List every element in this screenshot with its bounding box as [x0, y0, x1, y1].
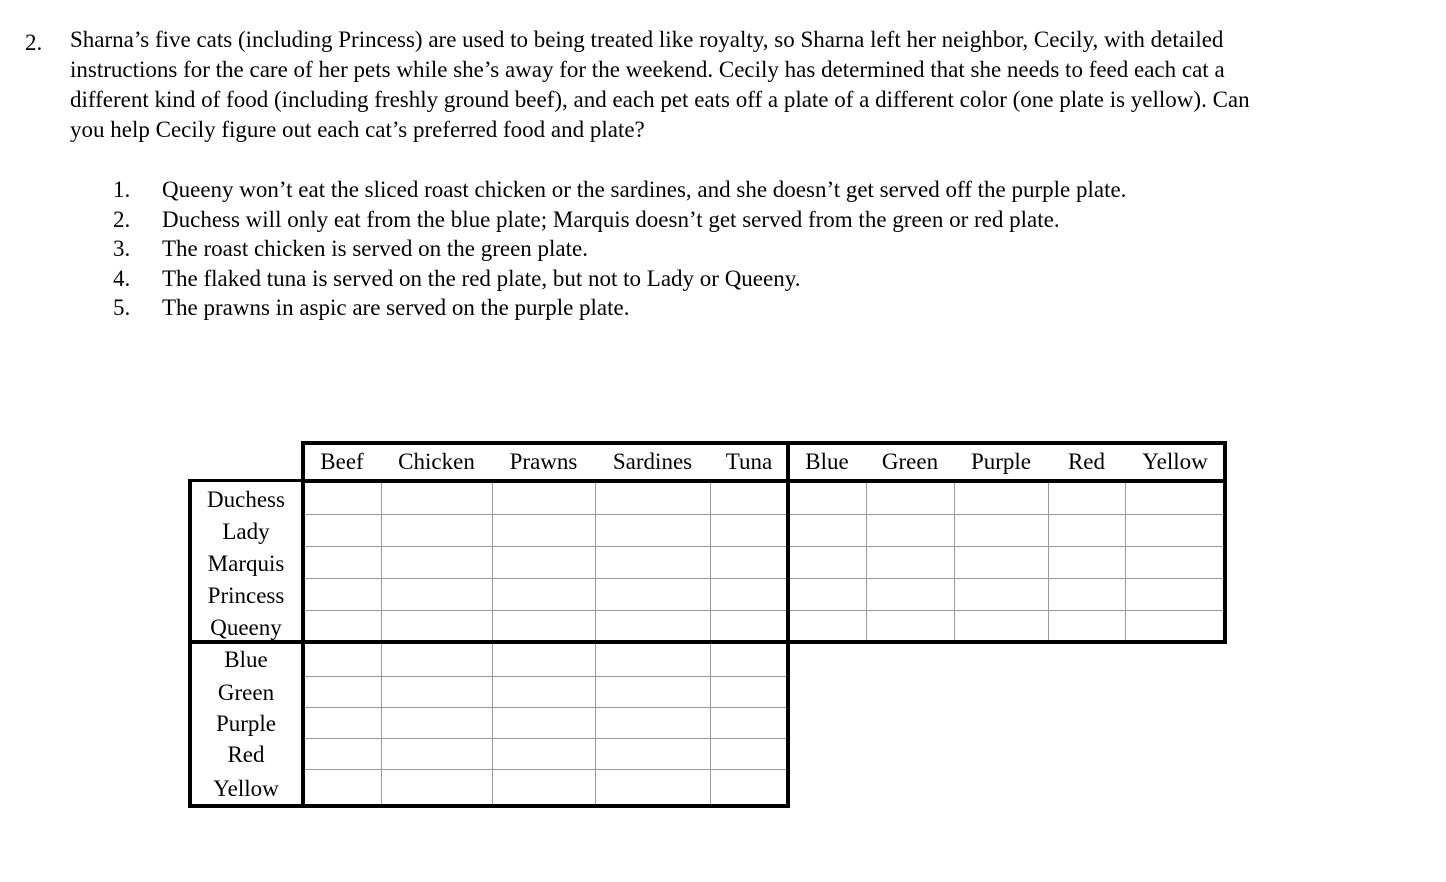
grid-cell[interactable] [710, 707, 789, 739]
grid-cell[interactable] [1125, 578, 1226, 611]
row-label-cat: Duchess [207, 487, 285, 512]
clue-number: 5. [113, 295, 131, 320]
problem-line: instructions for the care of her pets while she’s away for the weekend. Cecily has determined that she needs to feed each cat a [70, 57, 1225, 82]
column-header: Purple [970, 449, 1032, 474]
grid-cell[interactable] [303, 769, 382, 807]
grid-cell[interactable] [1048, 578, 1126, 611]
grid-cell[interactable] [492, 546, 596, 579]
column-header: Sardines [612, 449, 693, 474]
column-header: Beef [320, 449, 364, 474]
clue-text: The roast chicken is served on the green plate. [162, 236, 588, 261]
grid-cell[interactable] [710, 481, 789, 515]
grid-cell[interactable] [303, 514, 382, 547]
clue-text: The flaked tuna is served on the red plate, but not to Lady or Queeny. [162, 266, 801, 291]
grid-cell[interactable] [788, 610, 867, 643]
grid-cell[interactable] [1048, 481, 1126, 515]
grid-border [188, 479, 305, 482]
grid-cell[interactable] [381, 514, 493, 547]
grid-border [188, 640, 1227, 644]
grid-cell[interactable] [492, 610, 596, 643]
grid-border [301, 441, 1227, 445]
grid-cell[interactable] [492, 481, 596, 515]
grid-cell[interactable] [381, 610, 493, 643]
problem-line: different kind of food (including freshly ground beef), and each pet eats off a plate of a different color (one plate is yellow). Can [70, 87, 1250, 112]
grid-cell[interactable] [492, 738, 596, 770]
column-header: Red [1067, 449, 1106, 474]
row-label-cat: Lady [222, 519, 270, 544]
grid-cell[interactable] [866, 578, 955, 611]
clue-number: 2. [113, 207, 131, 232]
grid-cell[interactable] [1048, 546, 1126, 579]
grid-cell[interactable] [710, 642, 789, 677]
grid-cell[interactable] [954, 546, 1049, 579]
grid-cell[interactable] [1125, 514, 1226, 547]
column-header: Blue [805, 449, 849, 474]
grid-cell[interactable] [1125, 546, 1226, 579]
grid-cell[interactable] [866, 546, 955, 579]
grid-cell[interactable] [595, 514, 711, 547]
row-label-cat: Princess [207, 583, 285, 608]
grid-cell[interactable] [595, 546, 711, 579]
grid-cell[interactable] [866, 481, 955, 515]
grid-cell[interactable] [303, 578, 382, 611]
row-label-cat: Queeny [210, 615, 282, 640]
grid-cell[interactable] [381, 578, 493, 611]
grid-cell[interactable] [710, 610, 789, 643]
grid-cell[interactable] [492, 642, 596, 677]
grid-cell[interactable] [710, 769, 789, 807]
clue-text: The prawns in aspic are served on the purple plate. [162, 295, 630, 320]
grid-cell[interactable] [492, 769, 596, 807]
grid-cell[interactable] [710, 738, 789, 770]
grid-cell[interactable] [492, 578, 596, 611]
grid-border [188, 804, 790, 808]
grid-cell[interactable] [595, 707, 711, 739]
grid-cell[interactable] [381, 642, 493, 677]
grid-cell[interactable] [303, 707, 382, 739]
grid-cell[interactable] [954, 514, 1049, 547]
grid-cell[interactable] [595, 769, 711, 807]
row-label-plate: Red [227, 742, 265, 767]
grid-cell[interactable] [303, 642, 382, 677]
row-label-cat: Marquis [207, 551, 285, 576]
grid-cell[interactable] [492, 514, 596, 547]
problem-line: Sharna’s five cats (including Princess) are used to being treated like royalty, so Sharna left her neighbor, Cecily, with detailed [70, 27, 1224, 52]
problem-statement [70, 25, 1410, 145]
grid-cell[interactable] [1125, 610, 1226, 643]
grid-cell[interactable] [381, 676, 493, 708]
grid-cell[interactable] [303, 481, 382, 515]
grid-cell[interactable] [595, 578, 711, 611]
grid-cell[interactable] [303, 676, 382, 708]
grid-cell[interactable] [381, 546, 493, 579]
grid-cell[interactable] [595, 610, 711, 643]
grid-border [786, 441, 790, 808]
grid-cell[interactable] [303, 610, 382, 643]
clue-number: 4. [113, 266, 131, 291]
grid-cell[interactable] [866, 514, 955, 547]
grid-cell[interactable] [595, 642, 711, 677]
grid-cell[interactable] [710, 578, 789, 611]
clue-number: 3. [113, 236, 131, 261]
grid-cell[interactable] [303, 546, 382, 579]
grid-cell[interactable] [492, 676, 596, 708]
grid-cell[interactable] [954, 578, 1049, 611]
grid-border [301, 479, 1227, 483]
clue-text: Duchess will only eat from the blue plate; Marquis doesn’t get served from the green or red plate. [162, 207, 1060, 232]
grid-cell[interactable] [1125, 481, 1226, 515]
grid-cell[interactable] [595, 481, 711, 515]
grid-cell[interactable] [381, 738, 493, 770]
column-header: Prawns [509, 449, 578, 474]
row-label-plate: Blue [224, 647, 268, 672]
grid-border [1223, 441, 1227, 644]
grid-cell[interactable] [710, 676, 789, 708]
clue-number: 1. [113, 177, 131, 202]
grid-cell[interactable] [492, 707, 596, 739]
grid-border [188, 481, 192, 808]
grid-cell[interactable] [788, 481, 867, 515]
column-header: Tuna [725, 449, 773, 474]
grid-border [301, 441, 305, 808]
column-header: Yellow [1142, 449, 1208, 474]
grid-cell[interactable] [381, 481, 493, 515]
row-label-plate: Green [217, 680, 275, 705]
grid-cell[interactable] [381, 769, 493, 807]
column-header: Chicken [398, 449, 475, 474]
grid-cell[interactable] [788, 546, 867, 579]
grid-cell[interactable] [954, 481, 1049, 515]
grid-cell[interactable] [866, 610, 955, 643]
grid-cell[interactable] [710, 514, 789, 547]
grid-cell[interactable] [381, 707, 493, 739]
grid-cell[interactable] [595, 676, 711, 708]
grid-cell[interactable] [788, 514, 867, 547]
clue-text: Queeny won’t eat the sliced roast chicken or the sardines, and she doesn’t get served off the purple plate. [162, 177, 1127, 202]
grid-cell[interactable] [710, 546, 789, 579]
grid-cell[interactable] [303, 738, 382, 770]
grid-cell[interactable] [595, 738, 711, 770]
grid-cell[interactable] [788, 578, 867, 611]
grid-cell[interactable] [954, 610, 1049, 643]
grid-cell[interactable] [1048, 514, 1126, 547]
problem-line: you help Cecily figure out each cat’s preferred food and plate? [70, 117, 645, 142]
row-label-plate: Purple [215, 711, 277, 736]
row-label-plate: Yellow [213, 776, 279, 801]
grid-cell[interactable] [1048, 610, 1126, 643]
column-header: Green [881, 449, 939, 474]
problem-number: 2. [25, 30, 43, 55]
